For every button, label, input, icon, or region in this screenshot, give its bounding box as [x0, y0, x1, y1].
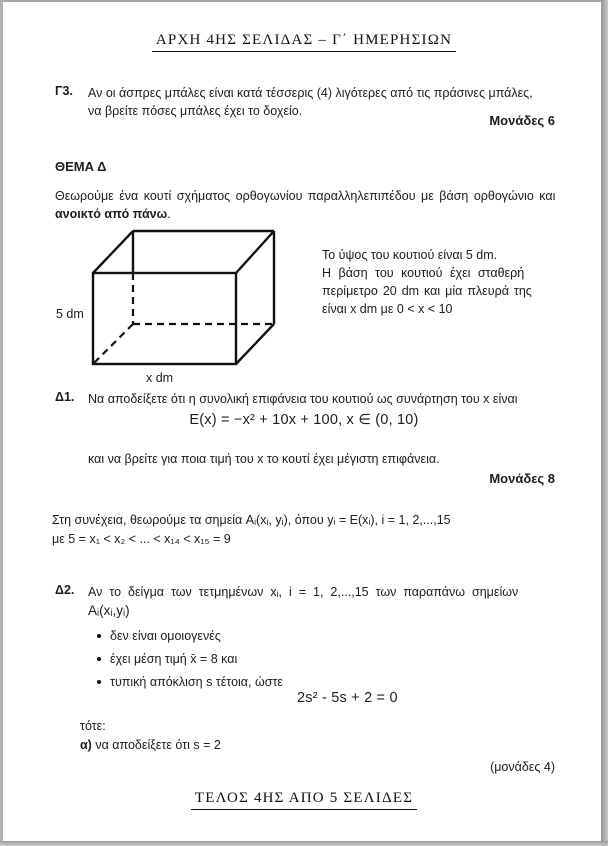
d2-then-text: τότε: — [80, 719, 106, 733]
sequence-line1: Στη συνέχεια, θεωρούμε τα σημεία Aᵢ(xᵢ, yᵢ), όπου yᵢ = E(xᵢ), i = 1, 2,...,15 — [52, 513, 451, 527]
sequence-line2: με 5 = x₁ < x₂ < ... < x₁₄ < x₁₅ = 9 — [52, 532, 231, 546]
box-hidden-edges — [93, 273, 274, 364]
bullet-icon — [97, 680, 101, 684]
box-solid-edges — [93, 231, 274, 364]
d2-alpha-text: να αποδείξετε ότι s = 2 — [95, 738, 221, 752]
box-diagram — [85, 226, 285, 372]
page-edge-left — [0, 0, 3, 846]
d2-alpha-label: α) — [80, 738, 92, 752]
theme-d-intro — [55, 187, 557, 223]
theme-d-intro-line1: Θεωρούμε ένα κουτί σχήματος ορθογωνίου παραλληλεπιπέδου με βάση ορθογώνιο και — [55, 189, 556, 203]
box-width-label: x dm — [146, 371, 174, 385]
question-g3-line2: να βρείτε πόσες μπάλες έχει το δοχείο. — [88, 104, 303, 118]
d2-alpha-item — [80, 736, 221, 754]
d1-points-badge: Μονάδες 8 — [489, 471, 555, 486]
page-edge-right — [601, 0, 608, 846]
d2-formula: 2s² - 5s + 2 = 0 — [297, 690, 398, 706]
d1-text-2: και να βρείτε για ποια τιμή του x το κουτί έχει μέγιστη επιφάνεια. — [88, 452, 440, 466]
box-height-label: 5 dm — [56, 307, 84, 321]
d2-bullet-1: δεν είναι ομοιογενές — [110, 629, 221, 643]
question-d2-label: Δ2. — [55, 583, 75, 597]
box-note-line4: είναι x dm με 0 < x < 10 — [322, 302, 453, 316]
question-g3-label: Γ3. — [55, 84, 73, 98]
page-footer-title: ΤΕΛΟΣ 4ΗΣ ΑΠΟ 5 ΣΕΛΙΔΕΣ — [191, 790, 417, 810]
d2-points-badge: (μονάδες 4) — [490, 760, 555, 774]
page-header-title: ΑΡΧΗ 4ΗΣ ΣΕΛΙΔΑΣ – Γ΄ ΗΜΕΡΗΣΙΩΝ — [152, 32, 456, 52]
intro-bold-phrase: ανοικτό από πάνω — [55, 207, 168, 221]
theme-d-heading: ΘΕΜΑ Δ — [55, 159, 107, 174]
d2-bullet-3: τυπική απόκλιση s τέτοια, ώστε — [110, 675, 283, 689]
question-d2-line1: Αν το δείγμα των τετμημένων xᵢ, i = 1, 2,...,15 των παραπάνω σημείων — [88, 585, 519, 599]
theme-d-intro-line2 — [55, 205, 557, 223]
box-note-line2: Η βάση του κουτιού έχει σταθερή — [322, 266, 525, 280]
bullet-icon — [97, 634, 101, 638]
page-header — [0, 32, 608, 52]
bullet-icon — [97, 657, 101, 661]
box-note — [322, 246, 562, 318]
d2-bullet-2: έχει μέση τιμή x̄ = 8 και — [110, 652, 238, 666]
box-note-line3: περίμετρο 20 dm και μία πλευρά της — [322, 284, 532, 298]
box-note-line1: Το ύψος του κουτιού είναι 5 dm. — [322, 248, 498, 262]
page-edge-top — [0, 0, 608, 2]
intro-period: . — [167, 207, 171, 221]
sequence-paragraph — [52, 511, 557, 549]
question-g3-line1: Αν οι άσπρες μπάλες είναι κατά τέσσερις (4) λιγότερες από τις πράσινες μπάλες, — [88, 86, 533, 100]
page-footer — [0, 790, 608, 810]
page-edge-bottom — [0, 841, 608, 846]
d1-formula: E(x) = −x² + 10x + 100, x ∈ (0, 10) — [189, 412, 419, 428]
g3-points-badge: Μονάδες 6 — [489, 113, 555, 128]
question-d1-label: Δ1. — [55, 390, 75, 404]
question-d1-text: Να αποδείξετε ότι η συνολική επιφάνεια του κουτιού ως συνάρτηση του x είναι — [88, 392, 518, 406]
question-d2-line2: Aᵢ(xᵢ,yᵢ) — [88, 603, 130, 618]
